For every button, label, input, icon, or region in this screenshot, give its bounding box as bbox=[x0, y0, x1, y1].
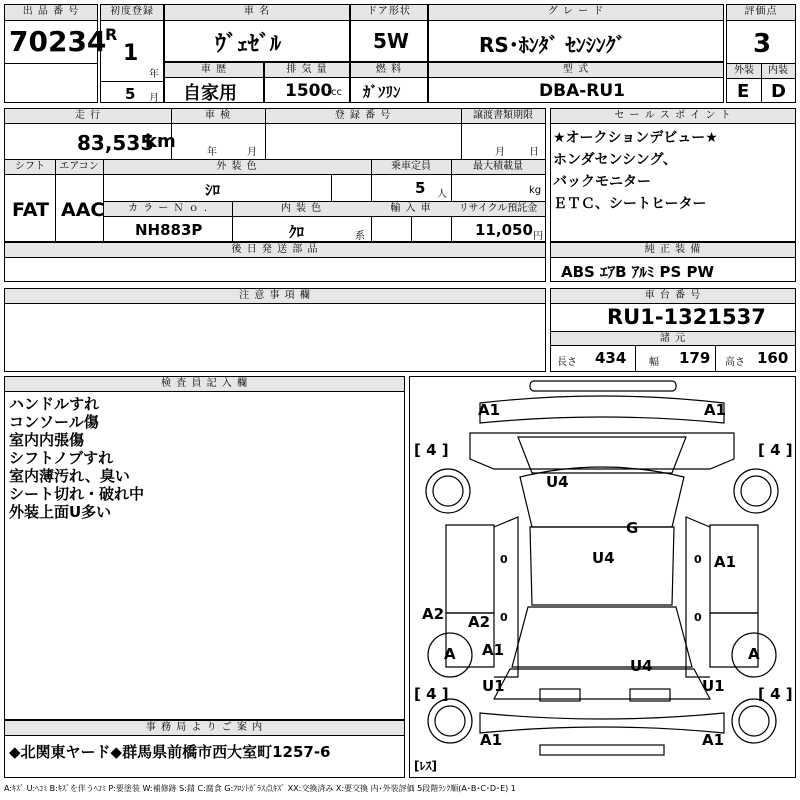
spec-table bbox=[4, 108, 546, 242]
inspector-line: コンソール傷 bbox=[9, 413, 99, 431]
first-reg-month: 5 bbox=[125, 85, 136, 103]
first-reg-year-unit: 年 bbox=[149, 69, 159, 80]
score-exterior: E bbox=[737, 81, 750, 102]
score-box bbox=[726, 4, 796, 103]
inspection-label: 車 検 bbox=[171, 109, 265, 124]
interior-color-suffix: 系 bbox=[355, 231, 365, 242]
sales-line: ホンダセンシング、 bbox=[553, 152, 677, 168]
mark-side-l2: 0 bbox=[500, 611, 508, 624]
mark-side-l: 0 bbox=[500, 553, 508, 566]
mark-rear-u4: U4 bbox=[630, 657, 653, 675]
model-code: DBA-RU1 bbox=[539, 81, 626, 101]
first-reg-era: R bbox=[105, 25, 118, 44]
displacement-unit: cc bbox=[331, 87, 342, 98]
mark-left-a1: A1 bbox=[482, 641, 505, 659]
score: 3 bbox=[753, 29, 772, 59]
inspector-label: 検 査 員 記 入 欄 bbox=[5, 377, 404, 392]
interior-color-label: 内 装 色 bbox=[232, 202, 371, 217]
inspector-line: 室内内張傷 bbox=[9, 431, 85, 449]
mark-side-r: 0 bbox=[694, 553, 702, 566]
car-name-box bbox=[164, 4, 350, 62]
office-box bbox=[4, 720, 405, 778]
inspector-line: シート切れ・破れ中 bbox=[9, 485, 145, 503]
model-code-box bbox=[428, 62, 724, 103]
model-code-label: 型 式 bbox=[429, 63, 723, 78]
height: 160 bbox=[757, 349, 789, 367]
exterior-color: ｼﾛ bbox=[205, 181, 221, 199]
history-box bbox=[164, 62, 264, 103]
mark-hood-u4: U4 bbox=[592, 549, 615, 567]
grade-box bbox=[428, 4, 724, 62]
later-parts-label: 後 日 発 送 部 品 bbox=[5, 243, 545, 258]
width-label: 幅 bbox=[649, 357, 659, 368]
car-name-label: 車 名 bbox=[165, 5, 349, 21]
grade-label: グ レ ー ド bbox=[429, 5, 723, 21]
inspector-line: 外装上面U多い bbox=[9, 503, 112, 521]
fuel-label: 燃 料 bbox=[351, 63, 427, 78]
lot-box bbox=[4, 4, 107, 103]
first-reg-year: 1 bbox=[123, 41, 139, 66]
length-label: 長さ bbox=[557, 357, 577, 368]
sales-line: ＥＴＣ、シートヒーター bbox=[553, 196, 707, 212]
color-no: NH883P bbox=[135, 221, 203, 239]
score-interior: D bbox=[771, 81, 786, 102]
mark-front-right: A1 bbox=[704, 401, 727, 419]
genuine-equip-box bbox=[550, 242, 796, 282]
genuine-equip: ABS ｴｱB ｱﾙﾐ PS PW bbox=[561, 263, 715, 281]
sales-line: ★オークションデビュー★ bbox=[553, 130, 718, 146]
mark-bumper-right: A1 bbox=[702, 731, 725, 749]
mileage-label: 走 行 bbox=[5, 109, 171, 124]
inspector-line: 室内薄汚れ、臭い bbox=[9, 467, 130, 485]
first-reg-label: 初度登録 bbox=[101, 5, 163, 21]
specs-label: 諸 元 bbox=[551, 331, 795, 346]
max-load-unit: kg bbox=[529, 185, 542, 196]
inspector-box bbox=[4, 376, 405, 720]
color-no-label: カ ラ ー Ｎ ｏ . bbox=[104, 202, 232, 217]
lot-number: 70234 bbox=[9, 25, 107, 58]
mark-roof: U4 bbox=[546, 473, 569, 491]
height-label: 高さ bbox=[725, 357, 745, 368]
recycle-label: リサイクル預託金 bbox=[451, 202, 545, 217]
recycle-fee: 11,050 bbox=[475, 221, 533, 239]
shift: FAT bbox=[12, 199, 49, 221]
mark-side-r2: 0 bbox=[694, 611, 702, 624]
capacity-unit: 人 bbox=[437, 189, 447, 200]
mark-tire-rr: [ 4 ] bbox=[758, 685, 793, 703]
legend: A:ｷｽﾞ U:ﾍｺﾐ B:ｷｽﾞを伴うﾍｺﾐ P:要塗装 W:補修跡 S:錆 C:腐食 G:ﾌﾛﾝﾄｶﾞﾗｽ点ｷｽﾞ XX:交換済み X:要交換 内･外装評価 5段階ﾗﾝｸ順(A･B･C･D･E) 1 bbox=[4, 784, 516, 793]
mark-glass: G bbox=[626, 519, 639, 537]
shift-label: シフト bbox=[5, 160, 55, 175]
first-reg-month-unit: 月 bbox=[149, 93, 159, 104]
sales-point-label: セ ー ル ス ポ イ ン ト bbox=[551, 109, 795, 124]
lot-label: 出 品 番 号 bbox=[5, 5, 97, 21]
transfer-day-unit: 日 bbox=[529, 147, 539, 158]
mark-tire-rl: [ 4 ] bbox=[414, 685, 449, 703]
grade: RS･ﾎﾝﾀﾞ ｾﾝｼﾝｸﾞ bbox=[479, 33, 626, 57]
exterior-color-label: 外 装 色 bbox=[103, 160, 371, 175]
width: 179 bbox=[679, 349, 711, 367]
car-outline bbox=[410, 377, 795, 777]
mark-right-a1: A1 bbox=[714, 553, 737, 571]
door-type: 5W bbox=[373, 29, 409, 53]
length: 434 bbox=[595, 349, 627, 367]
sales-point-box bbox=[550, 108, 796, 242]
transfer-label: 譲渡書類期限 bbox=[461, 109, 545, 124]
mark-spare: [ﾚｽ] bbox=[414, 759, 437, 773]
chassis-box bbox=[550, 288, 796, 372]
displacement-box bbox=[264, 62, 350, 103]
car-name: ｳﾞｪｾﾞﾙ bbox=[215, 32, 282, 57]
chassis-label: 車 台 番 号 bbox=[551, 289, 795, 304]
notes-box bbox=[4, 288, 546, 372]
chassis-number: RU1-1321537 bbox=[607, 305, 766, 329]
capacity-label: 乗車定員 bbox=[371, 160, 451, 175]
history: 自家用 bbox=[183, 83, 237, 104]
reg-no-label: 登 録 番 号 bbox=[265, 109, 461, 124]
inspection-month-unit: 月 bbox=[247, 147, 257, 158]
inspector-line: ハンドルすれ bbox=[9, 395, 100, 413]
later-parts-box bbox=[4, 242, 546, 282]
first-reg-box bbox=[100, 4, 164, 103]
recycle-unit: 円 bbox=[533, 231, 543, 242]
interior-color: ｸﾛ bbox=[289, 223, 305, 241]
score-int-label: 内装 bbox=[761, 64, 795, 79]
displacement-label: 排 気 量 bbox=[265, 63, 349, 78]
door-box bbox=[350, 4, 428, 62]
ac-label: エアコン bbox=[55, 160, 103, 175]
mileage: 83,535 bbox=[77, 131, 155, 155]
mileage-unit: km bbox=[145, 131, 176, 152]
history-label: 車 歴 bbox=[165, 63, 263, 78]
capacity: 5 bbox=[415, 179, 426, 197]
inspection-year-unit: 年 bbox=[207, 147, 217, 158]
mark-tire-fr: [ 4 ] bbox=[758, 441, 793, 459]
office-label: 事 務 局 よ り ご 案 内 bbox=[5, 721, 404, 736]
transfer-month-unit: 月 bbox=[495, 147, 505, 158]
sales-line: バックモニター bbox=[553, 174, 651, 190]
fuel: ｶﾞｿﾘﾝ bbox=[363, 83, 401, 101]
mark-tire-fl: [ 4 ] bbox=[414, 441, 449, 459]
mark-left-door: A2 bbox=[422, 605, 445, 623]
mark-left-a2: A2 bbox=[468, 613, 491, 631]
inspector-line: シフトノブすれ bbox=[9, 449, 114, 467]
displacement: 1500 bbox=[285, 81, 333, 101]
genuine-equip-label: 純 正 装 備 bbox=[551, 243, 795, 258]
mark-wheel-fl: A bbox=[444, 645, 456, 663]
mark-wheel-fr: A bbox=[748, 645, 760, 663]
ac: AAC bbox=[61, 199, 105, 221]
max-load-label: 最大積載量 bbox=[451, 160, 545, 175]
mark-left-u1: U1 bbox=[482, 677, 505, 695]
damage-diagram bbox=[409, 376, 796, 778]
door-label: ドア形状 bbox=[351, 5, 427, 21]
mark-front-left: A1 bbox=[478, 401, 501, 419]
mark-bumper-left: A1 bbox=[480, 731, 503, 749]
score-ext-label: 外装 bbox=[727, 64, 761, 79]
import-label: 輸 入 車 bbox=[371, 202, 451, 217]
notes-label: 注 意 事 項 欄 bbox=[5, 289, 545, 304]
office-info: ◆北関東ヤード◆群馬県前橋市西大室町1257-6 bbox=[9, 743, 331, 761]
fuel-box bbox=[350, 62, 428, 103]
mark-right-u1: U1 bbox=[702, 677, 725, 695]
score-label: 評価点 bbox=[727, 5, 795, 21]
